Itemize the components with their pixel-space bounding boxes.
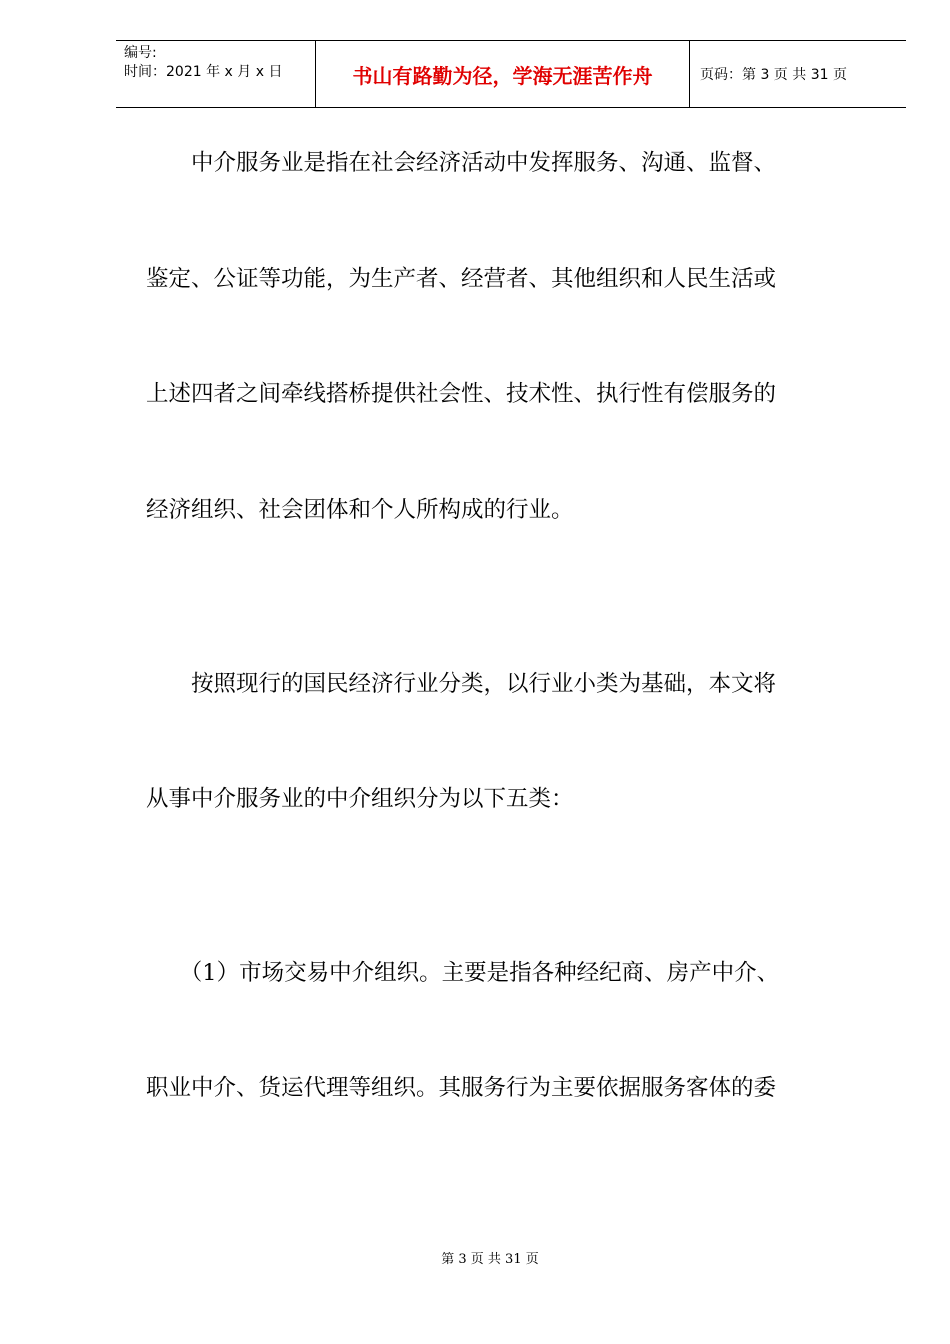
header-meta [116, 41, 316, 107]
body-line-8: 职业中介、货运代理等组织。其服务行为主要依据服务客体的委 [146, 1075, 777, 1101]
body-line-2: 鉴定、公证等功能，为生产者、经营者、其他组织和人民生活或 [146, 266, 777, 292]
page-header [116, 40, 906, 108]
document-time-label: 时间：2021 年 x 月 x 日 [124, 64, 283, 80]
header-page-info: 页码：第 3 页 共 31 页 [700, 67, 847, 83]
body-line-4: 经济组织、社会团体和个人所构成的行业。 [146, 497, 574, 523]
header-motto: 书山有路勤为径，学海无涯苦作舟 [316, 41, 690, 107]
body-line-3: 上述四者之间牵线搭桥提供社会性、技术性、执行性有偿服务的 [146, 381, 777, 407]
body-line-5: 按照现行的国民经济行业分类，以行业小类为基础，本文将 [146, 671, 777, 697]
page-footer: 第 3 页 共 31 页 [441, 1252, 539, 1267]
body-line-1: 中介服务业是指在社会经济活动中发挥服务、沟通、监督、 [146, 150, 777, 176]
body-line-7: （1）市场交易中介组织。主要是指各种经纪商、房产中介、 [146, 960, 780, 986]
document-number-label: 编号: [124, 45, 157, 61]
body-line-6: 从事中介服务业的中介组织分为以下五类： [146, 786, 574, 812]
